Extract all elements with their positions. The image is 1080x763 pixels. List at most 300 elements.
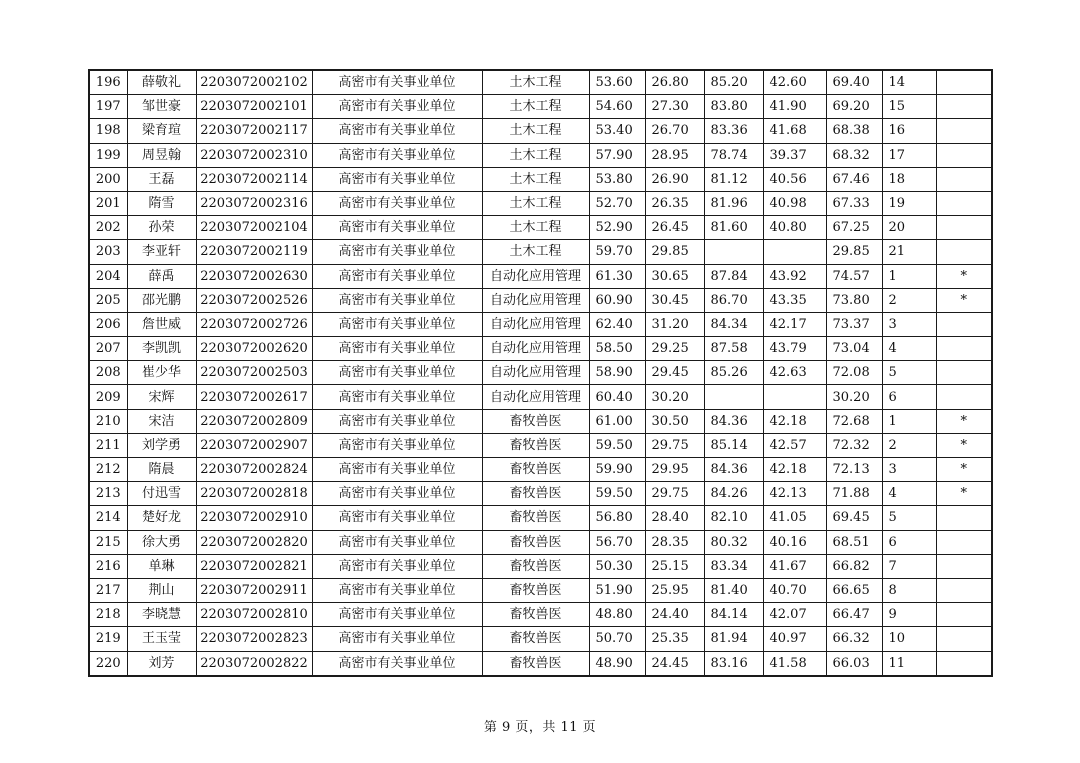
cell-total-score: 66.03 [826, 651, 882, 676]
cell-serial-number: 210 [89, 409, 127, 433]
cell-written-score: 52.70 [589, 191, 645, 215]
cell-selected-mark [936, 651, 992, 676]
cell-interview-weighted: 40.70 [763, 578, 826, 602]
cell-total-score: 72.13 [826, 458, 882, 482]
cell-total-score: 69.45 [826, 506, 882, 530]
cell-exam-ticket-number: 2203072002821 [196, 554, 312, 578]
cell-written-weighted: 28.35 [645, 530, 704, 554]
cell-interview-weighted: 42.07 [763, 603, 826, 627]
cell-total-score: 66.65 [826, 578, 882, 602]
cell-written-weighted: 26.70 [645, 119, 704, 143]
cell-selected-mark [936, 191, 992, 215]
table-row [89, 70, 992, 95]
cell-exam-ticket-number: 2203072002726 [196, 312, 312, 336]
cell-written-score: 59.50 [589, 482, 645, 506]
table-row [89, 264, 992, 288]
cell-employer-unit: 高密市有关事业单位 [312, 167, 482, 191]
cell-employer-unit: 高密市有关事业单位 [312, 119, 482, 143]
cell-total-score: 69.20 [826, 95, 882, 119]
cell-selected-mark [936, 70, 992, 95]
cell-position: 畜牧兽医 [482, 458, 589, 482]
cell-candidate-name: 邹世豪 [127, 95, 196, 119]
cell-interview-score: 82.10 [704, 506, 763, 530]
cell-serial-number: 198 [89, 119, 127, 143]
cell-employer-unit: 高密市有关事业单位 [312, 143, 482, 167]
cell-interview-score: 85.20 [704, 70, 763, 95]
cell-interview-score: 84.14 [704, 603, 763, 627]
cell-interview-score: 83.34 [704, 554, 763, 578]
cell-written-weighted: 30.65 [645, 264, 704, 288]
cell-written-weighted: 29.45 [645, 361, 704, 385]
cell-exam-ticket-number: 2203072002810 [196, 603, 312, 627]
cell-rank: 20 [882, 216, 936, 240]
cell-rank: 8 [882, 578, 936, 602]
cell-rank: 11 [882, 651, 936, 676]
cell-selected-mark: * [936, 409, 992, 433]
cell-serial-number: 207 [89, 337, 127, 361]
cell-written-weighted: 27.30 [645, 95, 704, 119]
table-row [89, 216, 992, 240]
cell-written-weighted: 30.20 [645, 385, 704, 409]
cell-exam-ticket-number: 2203072002907 [196, 433, 312, 457]
cell-selected-mark: * [936, 264, 992, 288]
cell-exam-ticket-number: 2203072002503 [196, 361, 312, 385]
cell-serial-number: 217 [89, 578, 127, 602]
cell-total-score: 73.80 [826, 288, 882, 312]
cell-position: 畜牧兽医 [482, 482, 589, 506]
cell-employer-unit: 高密市有关事业单位 [312, 433, 482, 457]
cell-written-weighted: 30.50 [645, 409, 704, 433]
cell-total-score: 67.33 [826, 191, 882, 215]
cell-candidate-name: 荆山 [127, 578, 196, 602]
cell-written-weighted: 28.95 [645, 143, 704, 167]
cell-serial-number: 208 [89, 361, 127, 385]
cell-interview-score: 87.58 [704, 337, 763, 361]
table-row [89, 240, 992, 264]
cell-selected-mark [936, 506, 992, 530]
cell-position: 自动化应用管理 [482, 264, 589, 288]
cell-candidate-name: 楚好龙 [127, 506, 196, 530]
cell-written-score: 61.00 [589, 409, 645, 433]
cell-selected-mark [936, 627, 992, 651]
cell-position: 畜牧兽医 [482, 651, 589, 676]
cell-candidate-name: 薛敬礼 [127, 70, 196, 95]
cell-serial-number: 220 [89, 651, 127, 676]
cell-position: 土木工程 [482, 191, 589, 215]
cell-exam-ticket-number: 2203072002119 [196, 240, 312, 264]
cell-total-score: 73.04 [826, 337, 882, 361]
cell-employer-unit: 高密市有关事业单位 [312, 361, 482, 385]
cell-written-weighted: 29.75 [645, 433, 704, 457]
table-row [89, 361, 992, 385]
cell-written-weighted: 31.20 [645, 312, 704, 336]
table-row [89, 554, 992, 578]
cell-exam-ticket-number: 2203072002114 [196, 167, 312, 191]
cell-exam-ticket-number: 2203072002101 [196, 95, 312, 119]
cell-written-score: 58.90 [589, 361, 645, 385]
cell-interview-score: 81.12 [704, 167, 763, 191]
cell-interview-weighted: 42.57 [763, 433, 826, 457]
cell-written-weighted: 26.45 [645, 216, 704, 240]
cell-interview-weighted: 41.68 [763, 119, 826, 143]
cell-total-score: 73.37 [826, 312, 882, 336]
cell-interview-score: 78.74 [704, 143, 763, 167]
cell-interview-weighted: 43.92 [763, 264, 826, 288]
cell-interview-weighted [763, 240, 826, 264]
cell-total-score: 29.85 [826, 240, 882, 264]
cell-serial-number: 212 [89, 458, 127, 482]
cell-interview-score: 81.94 [704, 627, 763, 651]
cell-total-score: 30.20 [826, 385, 882, 409]
cell-written-score: 48.80 [589, 603, 645, 627]
cell-interview-score: 86.70 [704, 288, 763, 312]
cell-employer-unit: 高密市有关事业单位 [312, 240, 482, 264]
cell-interview-score [704, 385, 763, 409]
cell-interview-weighted: 40.80 [763, 216, 826, 240]
cell-serial-number: 197 [89, 95, 127, 119]
cell-rank: 5 [882, 506, 936, 530]
cell-interview-score: 80.32 [704, 530, 763, 554]
cell-rank: 2 [882, 433, 936, 457]
cell-written-weighted: 26.80 [645, 70, 704, 95]
table-row [89, 337, 992, 361]
cell-written-score: 59.90 [589, 458, 645, 482]
table-row [89, 312, 992, 336]
cell-interview-score: 84.26 [704, 482, 763, 506]
cell-position: 畜牧兽医 [482, 506, 589, 530]
cell-position: 畜牧兽医 [482, 603, 589, 627]
cell-rank: 4 [882, 337, 936, 361]
table-body [89, 70, 992, 676]
cell-total-score: 71.88 [826, 482, 882, 506]
cell-total-score: 66.32 [826, 627, 882, 651]
cell-selected-mark [936, 361, 992, 385]
cell-selected-mark [936, 554, 992, 578]
cell-total-score: 68.32 [826, 143, 882, 167]
cell-candidate-name: 薛禹 [127, 264, 196, 288]
cell-employer-unit: 高密市有关事业单位 [312, 554, 482, 578]
cell-position: 土木工程 [482, 167, 589, 191]
table-row [89, 385, 992, 409]
cell-total-score: 69.40 [826, 70, 882, 95]
cell-selected-mark [936, 240, 992, 264]
cell-employer-unit: 高密市有关事业单位 [312, 482, 482, 506]
cell-interview-weighted: 43.35 [763, 288, 826, 312]
cell-interview-weighted: 39.37 [763, 143, 826, 167]
cell-candidate-name: 单琳 [127, 554, 196, 578]
cell-selected-mark [936, 337, 992, 361]
cell-interview-score: 81.60 [704, 216, 763, 240]
cell-total-score: 67.25 [826, 216, 882, 240]
table-row [89, 458, 992, 482]
cell-position: 土木工程 [482, 240, 589, 264]
cell-selected-mark [936, 216, 992, 240]
cell-interview-weighted [763, 385, 826, 409]
cell-candidate-name: 付迅雪 [127, 482, 196, 506]
table-row [89, 603, 992, 627]
cell-written-weighted: 29.25 [645, 337, 704, 361]
cell-interview-weighted: 40.16 [763, 530, 826, 554]
cell-position: 畜牧兽医 [482, 530, 589, 554]
table-row [89, 119, 992, 143]
cell-interview-weighted: 40.97 [763, 627, 826, 651]
cell-written-score: 56.80 [589, 506, 645, 530]
cell-written-weighted: 24.45 [645, 651, 704, 676]
cell-exam-ticket-number: 2203072002102 [196, 70, 312, 95]
cell-candidate-name: 隋晨 [127, 458, 196, 482]
table-row [89, 627, 992, 651]
cell-interview-score: 84.36 [704, 409, 763, 433]
cell-written-score: 51.90 [589, 578, 645, 602]
cell-written-score: 56.70 [589, 530, 645, 554]
cell-rank: 15 [882, 95, 936, 119]
cell-candidate-name: 周昱翰 [127, 143, 196, 167]
table-row [89, 482, 992, 506]
cell-total-score: 72.68 [826, 409, 882, 433]
cell-position: 自动化应用管理 [482, 312, 589, 336]
cell-candidate-name: 崔少华 [127, 361, 196, 385]
cell-employer-unit: 高密市有关事业单位 [312, 651, 482, 676]
table-row [89, 530, 992, 554]
cell-employer-unit: 高密市有关事业单位 [312, 312, 482, 336]
cell-rank: 16 [882, 119, 936, 143]
cell-interview-weighted: 42.17 [763, 312, 826, 336]
cell-employer-unit: 高密市有关事业单位 [312, 70, 482, 95]
cell-candidate-name: 李凯凯 [127, 337, 196, 361]
cell-written-score: 59.70 [589, 240, 645, 264]
cell-written-weighted: 29.75 [645, 482, 704, 506]
cell-total-score: 74.57 [826, 264, 882, 288]
cell-candidate-name: 刘芳 [127, 651, 196, 676]
cell-exam-ticket-number: 2203072002911 [196, 578, 312, 602]
cell-written-weighted: 25.95 [645, 578, 704, 602]
cell-written-score: 50.30 [589, 554, 645, 578]
cell-interview-weighted: 42.13 [763, 482, 826, 506]
cell-candidate-name: 梁育瑄 [127, 119, 196, 143]
cell-total-score: 68.38 [826, 119, 882, 143]
cell-interview-score: 81.96 [704, 191, 763, 215]
cell-interview-weighted: 41.58 [763, 651, 826, 676]
cell-written-weighted: 29.85 [645, 240, 704, 264]
cell-exam-ticket-number: 2203072002820 [196, 530, 312, 554]
cell-candidate-name: 孙荣 [127, 216, 196, 240]
cell-exam-ticket-number: 2203072002117 [196, 119, 312, 143]
cell-position: 畜牧兽医 [482, 433, 589, 457]
cell-selected-mark: * [936, 433, 992, 457]
cell-rank: 6 [882, 530, 936, 554]
cell-rank: 1 [882, 264, 936, 288]
cell-candidate-name: 徐大勇 [127, 530, 196, 554]
cell-selected-mark [936, 143, 992, 167]
table-row [89, 578, 992, 602]
cell-exam-ticket-number: 2203072002818 [196, 482, 312, 506]
cell-written-weighted: 28.40 [645, 506, 704, 530]
cell-interview-score: 83.16 [704, 651, 763, 676]
cell-rank: 2 [882, 288, 936, 312]
cell-rank: 18 [882, 167, 936, 191]
cell-employer-unit: 高密市有关事业单位 [312, 337, 482, 361]
cell-position: 土木工程 [482, 216, 589, 240]
cell-exam-ticket-number: 2203072002526 [196, 288, 312, 312]
cell-serial-number: 209 [89, 385, 127, 409]
cell-serial-number: 203 [89, 240, 127, 264]
cell-serial-number: 213 [89, 482, 127, 506]
cell-written-score: 58.50 [589, 337, 645, 361]
cell-interview-weighted: 42.18 [763, 409, 826, 433]
cell-interview-weighted: 41.67 [763, 554, 826, 578]
cell-candidate-name: 刘学勇 [127, 433, 196, 457]
cell-interview-score: 83.36 [704, 119, 763, 143]
cell-candidate-name: 李亚轩 [127, 240, 196, 264]
cell-rank: 19 [882, 191, 936, 215]
cell-exam-ticket-number: 2203072002617 [196, 385, 312, 409]
cell-serial-number: 196 [89, 70, 127, 95]
cell-selected-mark [936, 578, 992, 602]
cell-interview-score: 87.84 [704, 264, 763, 288]
cell-candidate-name: 詹世威 [127, 312, 196, 336]
cell-total-score: 72.32 [826, 433, 882, 457]
cell-interview-score: 83.80 [704, 95, 763, 119]
cell-serial-number: 211 [89, 433, 127, 457]
cell-written-weighted: 30.45 [645, 288, 704, 312]
table-row [89, 433, 992, 457]
cell-written-score: 59.50 [589, 433, 645, 457]
cell-interview-weighted: 43.79 [763, 337, 826, 361]
cell-written-score: 50.70 [589, 627, 645, 651]
cell-serial-number: 216 [89, 554, 127, 578]
cell-interview-weighted: 40.98 [763, 191, 826, 215]
cell-position: 土木工程 [482, 143, 589, 167]
cell-candidate-name: 王玉莹 [127, 627, 196, 651]
cell-written-score: 60.90 [589, 288, 645, 312]
cell-selected-mark [936, 95, 992, 119]
cell-rank: 6 [882, 385, 936, 409]
cell-exam-ticket-number: 2203072002910 [196, 506, 312, 530]
cell-employer-unit: 高密市有关事业单位 [312, 409, 482, 433]
cell-total-score: 66.82 [826, 554, 882, 578]
cell-employer-unit: 高密市有关事业单位 [312, 458, 482, 482]
cell-written-score: 54.60 [589, 95, 645, 119]
cell-exam-ticket-number: 2203072002822 [196, 651, 312, 676]
cell-rank: 3 [882, 312, 936, 336]
cell-rank: 4 [882, 482, 936, 506]
cell-rank: 3 [882, 458, 936, 482]
cell-candidate-name: 王磊 [127, 167, 196, 191]
cell-written-weighted: 25.35 [645, 627, 704, 651]
cell-rank: 10 [882, 627, 936, 651]
cell-position: 自动化应用管理 [482, 337, 589, 361]
cell-exam-ticket-number: 2203072002809 [196, 409, 312, 433]
table-row [89, 191, 992, 215]
cell-rank: 21 [882, 240, 936, 264]
cell-candidate-name: 隋雪 [127, 191, 196, 215]
cell-written-score: 53.80 [589, 167, 645, 191]
table-row [89, 409, 992, 433]
cell-employer-unit: 高密市有关事业单位 [312, 603, 482, 627]
cell-serial-number: 205 [89, 288, 127, 312]
cell-position: 畜牧兽医 [482, 578, 589, 602]
cell-exam-ticket-number: 2203072002824 [196, 458, 312, 482]
cell-rank: 9 [882, 603, 936, 627]
cell-total-score: 66.47 [826, 603, 882, 627]
cell-serial-number: 218 [89, 603, 127, 627]
table-row [89, 95, 992, 119]
cell-serial-number: 215 [89, 530, 127, 554]
cell-interview-weighted: 41.05 [763, 506, 826, 530]
cell-rank: 17 [882, 143, 936, 167]
cell-position: 畜牧兽医 [482, 554, 589, 578]
cell-interview-weighted: 42.60 [763, 70, 826, 95]
cell-serial-number: 214 [89, 506, 127, 530]
cell-written-score: 60.40 [589, 385, 645, 409]
cell-interview-score: 85.14 [704, 433, 763, 457]
cell-selected-mark: * [936, 288, 992, 312]
cell-position: 自动化应用管理 [482, 361, 589, 385]
cell-interview-score: 81.40 [704, 578, 763, 602]
table-row [89, 506, 992, 530]
cell-total-score: 67.46 [826, 167, 882, 191]
cell-candidate-name: 宋洁 [127, 409, 196, 433]
cell-serial-number: 206 [89, 312, 127, 336]
cell-employer-unit: 高密市有关事业单位 [312, 578, 482, 602]
cell-written-weighted: 26.90 [645, 167, 704, 191]
cell-selected-mark: * [936, 482, 992, 506]
cell-exam-ticket-number: 2203072002104 [196, 216, 312, 240]
cell-interview-weighted: 42.18 [763, 458, 826, 482]
cell-written-weighted: 26.35 [645, 191, 704, 215]
cell-selected-mark [936, 385, 992, 409]
table-row [89, 143, 992, 167]
cell-employer-unit: 高密市有关事业单位 [312, 385, 482, 409]
cell-candidate-name: 宋辉 [127, 385, 196, 409]
cell-position: 土木工程 [482, 119, 589, 143]
cell-selected-mark [936, 167, 992, 191]
cell-rank: 5 [882, 361, 936, 385]
cell-employer-unit: 高密市有关事业单位 [312, 530, 482, 554]
cell-serial-number: 201 [89, 191, 127, 215]
cell-written-weighted: 24.40 [645, 603, 704, 627]
cell-interview-score: 84.36 [704, 458, 763, 482]
cell-serial-number: 199 [89, 143, 127, 167]
cell-written-score: 62.40 [589, 312, 645, 336]
cell-selected-mark [936, 119, 992, 143]
cell-selected-mark [936, 530, 992, 554]
cell-exam-ticket-number: 2203072002316 [196, 191, 312, 215]
cell-exam-ticket-number: 2203072002310 [196, 143, 312, 167]
cell-serial-number: 202 [89, 216, 127, 240]
cell-interview-weighted: 41.90 [763, 95, 826, 119]
cell-serial-number: 200 [89, 167, 127, 191]
cell-employer-unit: 高密市有关事业单位 [312, 288, 482, 312]
cell-interview-score [704, 240, 763, 264]
cell-total-score: 68.51 [826, 530, 882, 554]
cell-serial-number: 204 [89, 264, 127, 288]
table-row [89, 167, 992, 191]
cell-position: 畜牧兽医 [482, 627, 589, 651]
cell-selected-mark [936, 312, 992, 336]
cell-interview-weighted: 42.63 [763, 361, 826, 385]
cell-written-score: 53.40 [589, 119, 645, 143]
cell-rank: 14 [882, 70, 936, 95]
table-row [89, 651, 992, 676]
cell-position: 畜牧兽医 [482, 409, 589, 433]
cell-employer-unit: 高密市有关事业单位 [312, 95, 482, 119]
cell-interview-weighted: 40.56 [763, 167, 826, 191]
cell-candidate-name: 李晓慧 [127, 603, 196, 627]
cell-employer-unit: 高密市有关事业单位 [312, 216, 482, 240]
cell-employer-unit: 高密市有关事业单位 [312, 506, 482, 530]
cell-written-weighted: 25.15 [645, 554, 704, 578]
